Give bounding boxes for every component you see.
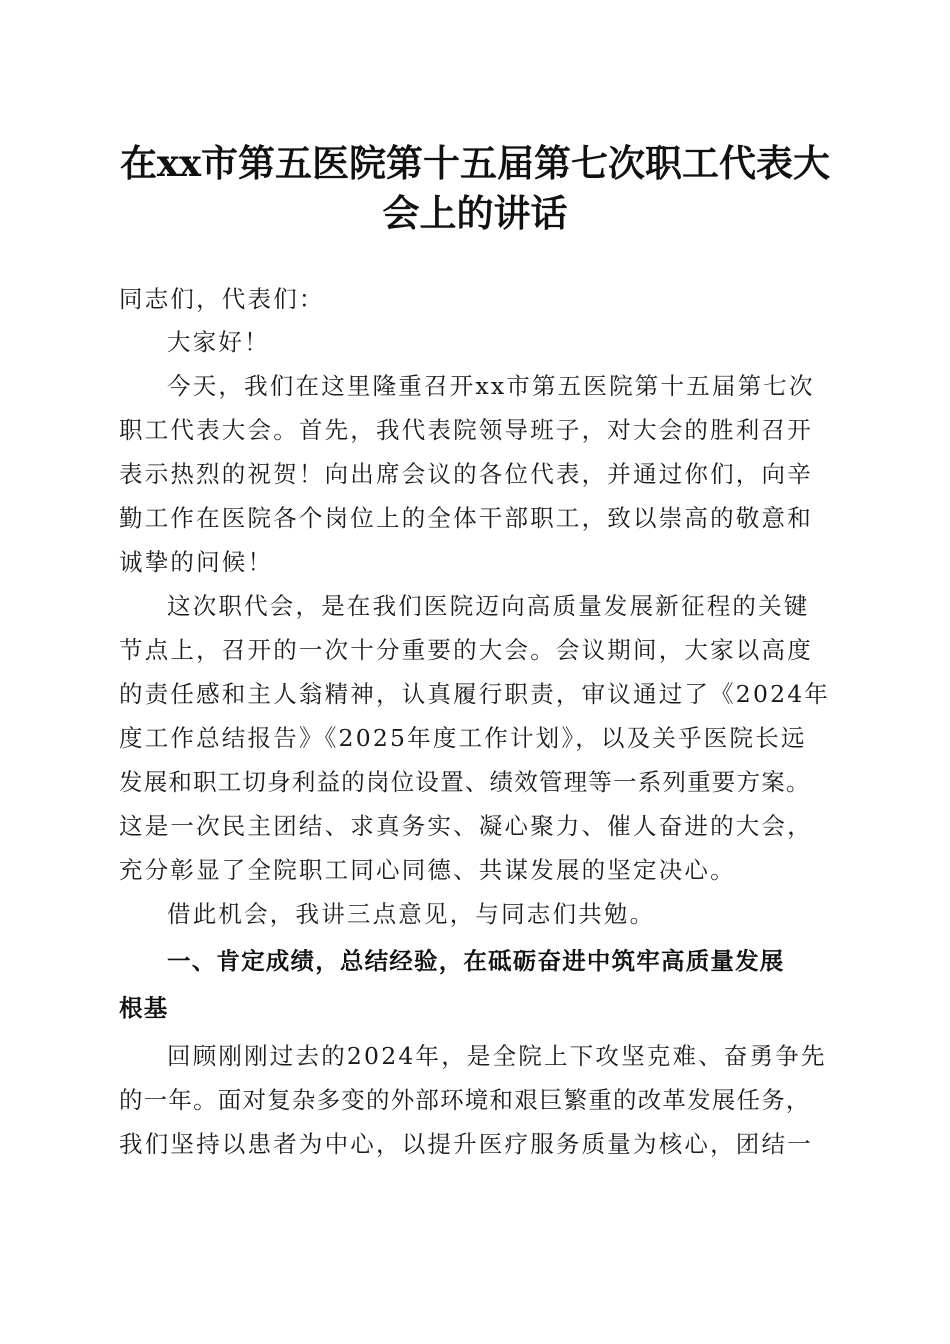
page-title: [100, 138, 850, 238]
paragraph-4-line-2: 的一年。面对复杂多变的外部环境和艰巨繁重的改革发展任务，: [119, 1086, 811, 1114]
title-line-1: 在xx市第五医院第十五届第七次职工代表大: [119, 141, 831, 185]
paragraph-1-line-2: 职工代表大会。首先，我代表院领导班子，对大会的胜利召开: [119, 416, 813, 444]
paragraph-2-line-4: 度工作总结报告》《2025年度工作计划》，以及关乎医院长远: [119, 724, 807, 752]
paragraph-1-line-5: 诚挚的问候！: [119, 548, 274, 576]
paragraph-4-line-3: 我们坚持以患者为中心，以提升医疗服务质量为核心，团结一: [119, 1130, 813, 1158]
paragraph-2-line-3: 的责任感和主人翁精神，认真履行职责，审议通过了《2024年: [119, 680, 831, 708]
paragraph-2-line-7: 充分彰显了全院职工同心同德、共谋发展的坚定决心。: [119, 856, 736, 884]
greeting: 大家好！: [167, 328, 270, 356]
paragraph-4-line-1: 回顾刚刚过去的2024年，是全院上下攻坚克难、奋勇争先: [167, 1042, 827, 1070]
paragraph-1-line-3: 表示热烈的祝贺！向出席会议的各位代表，并通过你们，向辛: [119, 460, 813, 488]
salutation: 同志们，代表们：: [119, 285, 325, 313]
paragraph-3: 借此机会，我讲三点意见，与同志们共勉。: [167, 900, 656, 928]
paragraph-1-line-1: 今天，我们在这里隆重召开xx市第五医院第十五届第七次: [167, 372, 815, 400]
section-heading-1-line-1: 一、肯定成绩，总结经验，在砥砺奋进中筑牢高质量发展: [167, 947, 785, 975]
section-heading-1-line-2: 根基: [119, 994, 169, 1022]
paragraph-2-line-1: 这次职代会，是在我们医院迈向高质量发展新征程的关键: [167, 592, 810, 620]
paragraph-1-line-4: 勤工作在医院各个岗位上的全体干部职工，致以崇高的敬意和: [119, 504, 813, 532]
paragraph-2-line-5: 发展和职工切身利益的岗位设置、绩效管理等一系列重要方案。: [119, 768, 811, 796]
paragraph-2-line-2: 节点上，召开的一次十分重要的大会。会议期间，大家以高度: [119, 636, 813, 664]
title-line-2: 会上的讲话: [382, 191, 568, 235]
paragraph-2-line-6: 这是一次民主团结、求真务实、凝心聚力、催人奋进的大会，: [119, 812, 813, 840]
